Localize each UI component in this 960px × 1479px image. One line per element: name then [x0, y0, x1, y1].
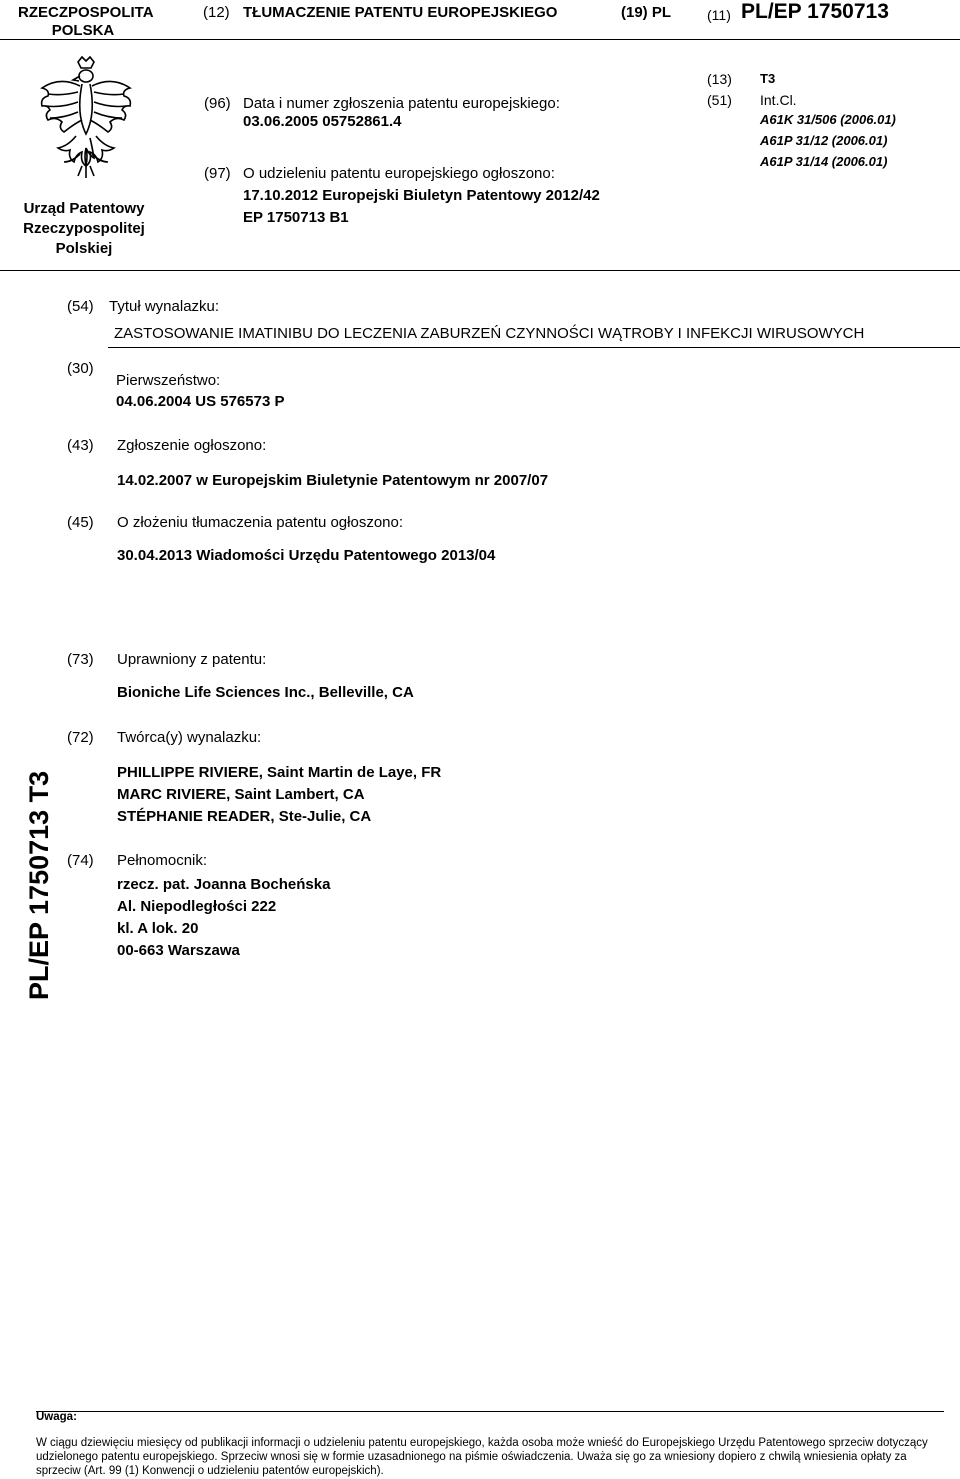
footer-divider: [36, 1411, 944, 1412]
inventors-label: Twórca(y) wynalazku:: [117, 729, 262, 746]
office-line-3: Polskiej: [55, 240, 113, 257]
code-72: (72): [67, 729, 94, 746]
attorney-line-2: Al. Niepodległości 222: [117, 898, 277, 915]
attorney-label: Pełnomocnik:: [117, 852, 208, 869]
application-label: Data i numer zgłoszenia patentu europejskiego:: [243, 95, 560, 112]
country-line-2: POLSKA: [51, 22, 115, 39]
code-96: (96): [204, 95, 231, 112]
code-73: (73): [67, 651, 94, 668]
intcl-label: Int.Cl.: [760, 92, 797, 108]
grant-value: 17.10.2012 Europejski Biuletyn Patentowy 2012/42: [243, 187, 600, 204]
code-30: (30): [67, 360, 94, 377]
code-11: (11): [707, 7, 731, 23]
intcl-class-2: A61P 31/12 (2006.01): [760, 133, 888, 148]
inventor-1: PHILLIPPE RIVIERE, Saint Martin de Laye, FR: [117, 764, 442, 781]
intcl-class-1: A61K 31/506 (2006.01): [760, 112, 896, 127]
priority-label: Pierwszeństwo:: [116, 372, 221, 389]
title-divider: [108, 347, 960, 348]
patent-number: PL/EP 1750713: [741, 0, 889, 23]
code-74: (74): [67, 852, 94, 869]
intcl-class-3: A61P 31/14 (2006.01): [760, 154, 888, 169]
inventor-2: MARC RIVIERE, Saint Lambert, CA: [117, 786, 365, 803]
bib-divider: [0, 270, 960, 271]
application-value: 03.06.2005 05752861.4: [243, 113, 402, 130]
eagle-icon: [36, 54, 136, 184]
code-51: (51): [707, 92, 732, 108]
office-line-2: Rzeczypospolitej: [23, 220, 145, 237]
attorney-line-1: rzecz. pat. Joanna Bocheńska: [117, 876, 331, 893]
country-name: [18, 4, 154, 40]
side-patent-number: PL/EP 1750713 T3: [24, 770, 54, 1000]
grant-publication: EP 1750713 B1: [243, 209, 349, 226]
code-43: (43): [67, 437, 94, 454]
attorney-line-4: 00-663 Warszawa: [117, 942, 240, 959]
code-13: (13): [707, 71, 732, 87]
note-text: W ciągu dziewięciu miesięcy od publikacji informacji o udzieleniu patentu europejskiego, każda osoba może wnieść do Europejskiego Urzędu Patentowego sprzeciw dotyczący udzielonego patentu europejskiego. Sprzeciw wnosi się w formie uzasadnionego na piśmie oświadczenia. Uważa się go za wniesiony dopiero z chwilą wniesienia opłaty za sprzeciw (Art. 99 (1) Konwencji o udzieleniu patentów europejskich).: [36, 1437, 928, 1477]
proprietor-value: [117, 684, 414, 701]
polish-eagle-emblem: [36, 54, 136, 184]
note-label: Uwaga:: [36, 1411, 77, 1423]
attorney-line-3: kl. A lok. 20: [117, 920, 199, 937]
published-value: 14.02.2007 w Europejskim Biuletynie Patentowym nr 2007/07: [117, 472, 549, 489]
grant-label: O udzieleniu patentu europejskiego ogłoszono:: [243, 165, 555, 182]
code-19: (19) PL: [621, 4, 672, 21]
code-45: (45): [67, 514, 94, 531]
header-divider: [0, 39, 960, 40]
translation-label: O złożeniu tłumaczenia patentu ogłoszono:: [117, 514, 404, 531]
code-54: (54): [67, 298, 94, 315]
code-12: (12): [203, 4, 230, 21]
title-label: Tytuł wynalazku:: [109, 298, 220, 315]
priority-value: 04.06.2004 US 576573 P: [116, 393, 285, 410]
proprietor-place: , Belleville, CA: [310, 684, 414, 701]
published-label: Zgłoszenie ogłoszono:: [117, 437, 267, 454]
code-97: (97): [204, 165, 231, 182]
invention-title: ZASTOSOWANIE IMATINIBU DO LECZENIA ZABURZEŃ CZYNNOŚCI WĄTROBY I INFEKCJI WIRUSOWYCH: [114, 325, 865, 342]
proprietor-label: Uprawniony z patentu:: [117, 651, 267, 668]
office-line-1: Urząd Patentowy: [23, 200, 145, 217]
document-type: TŁUMACZENIE PATENTU EUROPEJSKIEGO: [243, 4, 558, 21]
office-name: [14, 199, 154, 259]
country-line-1: RZECZPOSPOLITA: [18, 4, 154, 21]
kind-code: T3: [760, 71, 776, 86]
inventor-3: STÉPHANIE READER, Ste-Julie, CA: [117, 808, 372, 825]
proprietor-name: Bioniche Life Sciences Inc.: [117, 684, 311, 701]
translation-value: 30.04.2013 Wiadomości Urzędu Patentowego 2013/04: [117, 547, 496, 564]
